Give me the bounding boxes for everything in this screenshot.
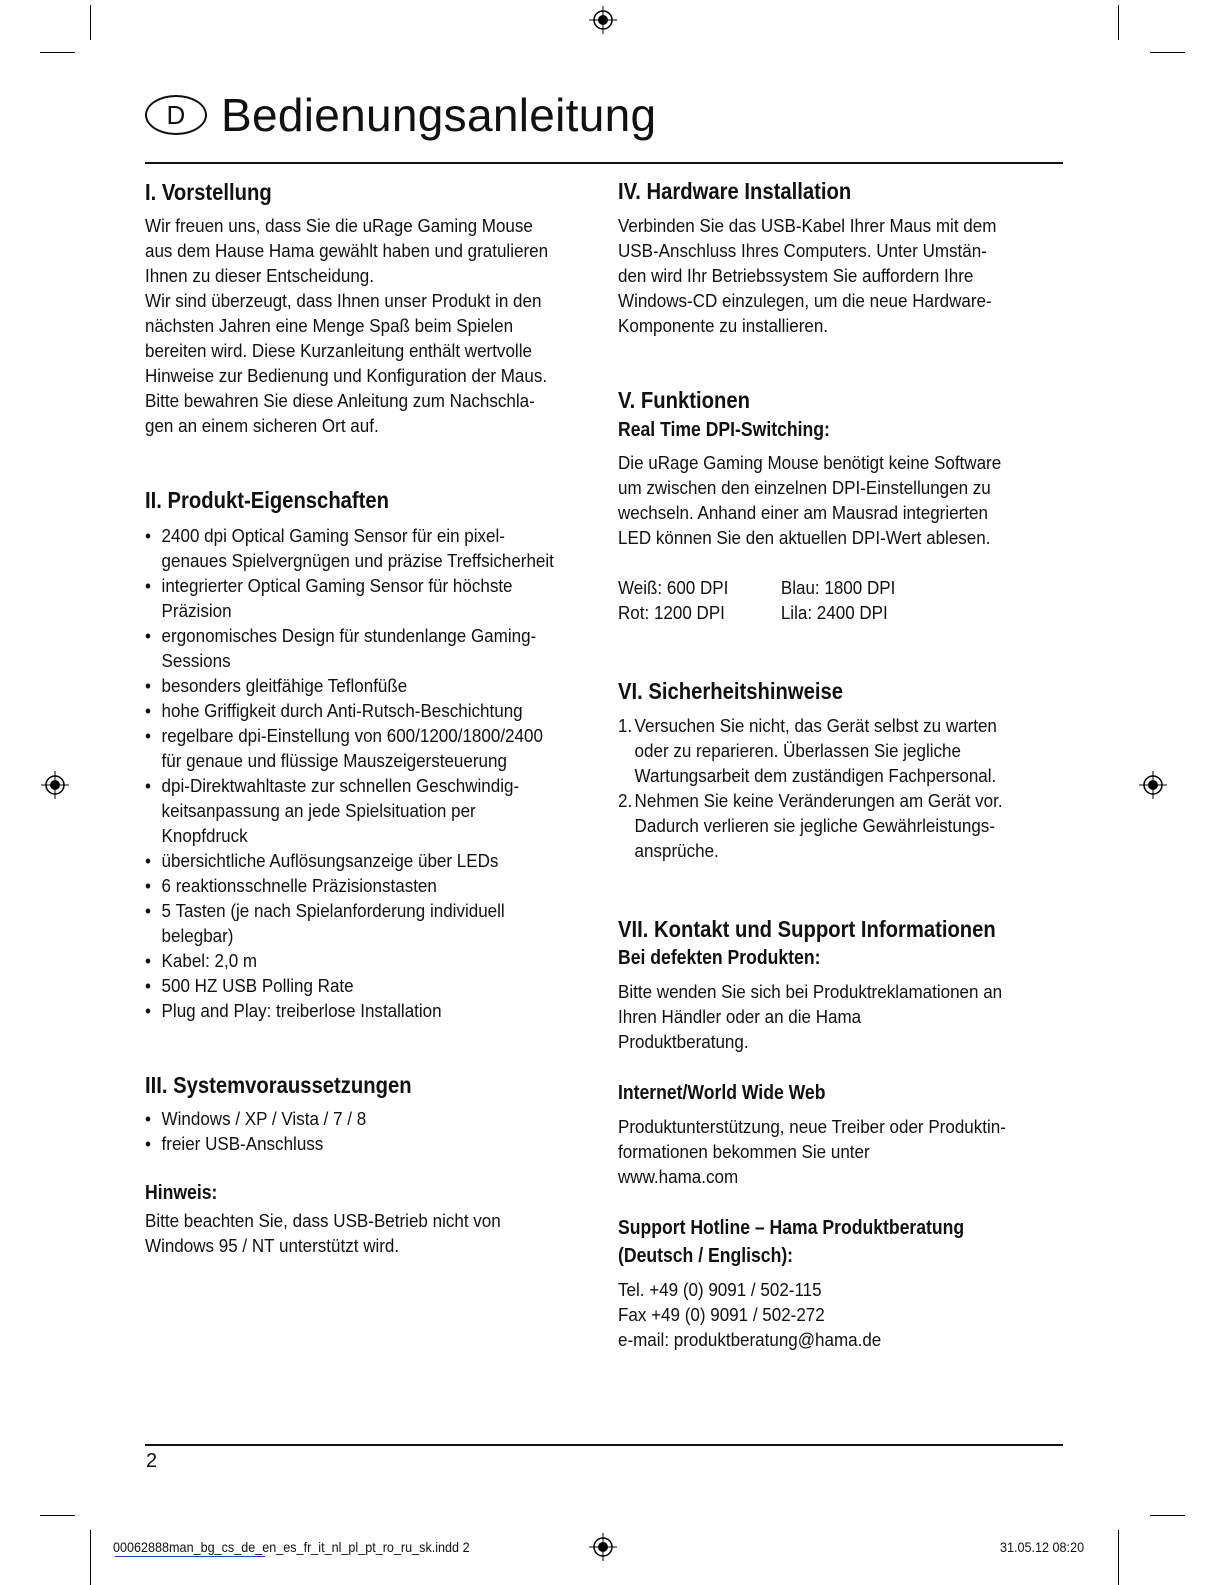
list-item: • Windows / XP / Vista / 7 / 8 bbox=[145, 1106, 568, 1131]
list-item: • ergonomisches Design für stundenlange Gaming- Sessions bbox=[145, 623, 568, 673]
crop-mark bbox=[90, 5, 91, 40]
registration-mark-icon bbox=[1139, 771, 1167, 799]
heading-kontakt: VII. Kontakt und Support Informationen bbox=[618, 916, 996, 942]
item-text: Versuchen Sie nicht, das Gerät selbst zu warten oder zu reparieren. Überlassen Sie jegliche Wartungsarbeit dem zuständigen Fachpersonal. bbox=[634, 715, 997, 786]
list-item: • 6 reaktionsschnelle Präzisionstasten bbox=[145, 873, 568, 898]
heading-funktionen: V. Funktionen bbox=[618, 387, 750, 413]
intro-text: Wir freuen uns, dass Sie die uRage Gaming Mouse aus dem Hause Hama gewählt haben und gratulieren Ihnen zu dieser Entscheidung. Wir sind überzeugt, dass Ihnen unser Produkt in den nächsten Jahren eine Menge Spaß beim Spielen bereiten wird. Diese Kurzanleitung enthält wertvolle Hinweise zur Bedienung und Konfiguration der Maus. Bitte bewahren Sie diese Anleitung zum Nachschla- gen an einem sicheren Ort auf. bbox=[145, 215, 549, 436]
list-item bbox=[618, 713, 1041, 788]
heading-systemvoraussetzungen: III. Systemvoraussetzungen bbox=[145, 1072, 412, 1098]
list-item bbox=[618, 788, 1041, 863]
crop-mark bbox=[1118, 5, 1119, 40]
list-item: • hohe Griffigkeit durch Anti-Rutsch-Beschichtung bbox=[145, 698, 568, 723]
top-rule bbox=[145, 162, 1063, 164]
dpi-purple: Lila: 2400 DPI bbox=[780, 602, 888, 623]
heading-hardware: IV. Hardware Installation bbox=[618, 178, 852, 204]
list-item: • 5 Tasten (je nach Spielanforderung individuell belegbar) bbox=[145, 898, 568, 948]
list-item: • Kabel: 2,0 m bbox=[145, 948, 568, 973]
subheading-hotline: Support Hotline – Hama Produktberatung (Deutsch / Englisch): bbox=[618, 1217, 965, 1267]
internet-text: Produktunterstützung, neue Treiber oder Produktin- formationen bekommen Sie unter www.hama.com bbox=[618, 1116, 1006, 1187]
page-number: 2 bbox=[146, 1450, 158, 1472]
title-text: Bedienungsanleitung bbox=[221, 89, 657, 141]
defekt-text: Bitte wenden Sie sich bei Produktreklamationen an Ihren Händler oder an die Hama Produktberatung. bbox=[618, 981, 1003, 1052]
list-item: • 2400 dpi Optical Gaming Sensor für ein pixel- genaues Spielvergnügen und präzise Treffsicherheit bbox=[145, 523, 568, 573]
hardware-text: Verbinden Sie das USB-Kabel Ihrer Maus mit dem USB-Anschluss Ihres Computers. Unter Umstän- den wird Ihr Betriebssystem Sie auffordern Ihre Windows-CD einzulegen, um die neue Hardware- Komponente zu installieren. bbox=[618, 215, 997, 336]
footer-date: 31.05.12 08:20 bbox=[1000, 1539, 1085, 1555]
dpi-blue: Blau: 1800 DPI bbox=[780, 577, 896, 598]
crop-mark bbox=[40, 1515, 75, 1516]
item-text: Nehmen Sie keine Veränderungen am Gerät vor. Dadurch verlieren sie jegliche Gewährleistungs- ansprüche. bbox=[634, 790, 1003, 861]
item-number: 1. bbox=[618, 715, 633, 736]
crop-mark bbox=[40, 52, 75, 53]
list-item: • integrierter Optical Gaming Sensor für höchste Präzision bbox=[145, 573, 568, 623]
hotline-text: Tel. +49 (0) 9091 / 502-115 Fax +49 (0) 9091 / 502-272 e-mail: produktberatung@hama.de bbox=[618, 1279, 882, 1350]
safety-list bbox=[618, 713, 1078, 863]
dpi-text: Die uRage Gaming Mouse benötigt keine Software um zwischen den einzelnen DPI-Einstellungen zu wechseln. Anhand einer am Mausrad integrierten LED können Sie den aktuellen DPI-Wert ablesen. bbox=[618, 452, 1002, 548]
list-item: • regelbare dpi-Einstellung von 600/1200/1800/2400 für genaue und flüssige Mauszeigersteuerung bbox=[145, 723, 568, 773]
subheading-defekt: Bei defekten Produkten: bbox=[618, 947, 821, 969]
list-item: • dpi-Direktwahltaste zur schnellen Geschwindig- keitsanpassung an jede Spielsituation per Knopfdruck bbox=[145, 773, 568, 848]
subheading-dpi: Real Time DPI-Switching: bbox=[618, 419, 830, 441]
crop-mark bbox=[1150, 52, 1185, 53]
dpi-table bbox=[618, 575, 965, 625]
list-item: • übersichtliche Auflösungsanzeige über LEDs bbox=[145, 848, 568, 873]
page-title bbox=[145, 88, 656, 142]
language-badge: D bbox=[145, 95, 207, 135]
bottom-rule bbox=[145, 1444, 1063, 1446]
heading-vorstellung: I. Vorstellung bbox=[145, 179, 272, 205]
filename-underline bbox=[115, 1556, 265, 1557]
crop-mark bbox=[90, 1530, 91, 1585]
item-number: 2. bbox=[618, 790, 633, 811]
list-item: • Plug and Play: treiberlose Installation bbox=[145, 998, 568, 1023]
heading-eigenschaften: II. Produkt-Eigenschaften bbox=[145, 487, 390, 513]
dpi-white: Weiß: 600 DPI bbox=[618, 577, 729, 598]
feature-list bbox=[145, 523, 605, 1023]
registration-mark-icon bbox=[589, 6, 617, 34]
dpi-red: Rot: 1200 DPI bbox=[618, 602, 725, 623]
note-heading: Hinweis: bbox=[145, 1182, 218, 1204]
registration-mark-icon bbox=[589, 1533, 617, 1561]
crop-mark bbox=[1118, 1530, 1119, 1585]
requirements-list bbox=[145, 1106, 605, 1156]
list-item: • freier USB-Anschluss bbox=[145, 1131, 568, 1156]
list-item: • besonders gleitfähige Teflonfüße bbox=[145, 673, 568, 698]
list-item: • 500 HZ USB Polling Rate bbox=[145, 973, 568, 998]
registration-mark-icon bbox=[41, 771, 69, 799]
footer-filename: 00062888man_bg_cs_de_en_es_fr_it_nl_pl_pt_ro_ru_sk.indd 2 bbox=[113, 1539, 470, 1555]
subheading-internet: Internet/World Wide Web bbox=[618, 1082, 826, 1104]
note-text: Bitte beachten Sie, dass USB-Betrieb nicht von Windows 95 / NT unterstützt wird. bbox=[145, 1210, 501, 1256]
crop-mark bbox=[1150, 1515, 1185, 1516]
heading-sicherheit: VI. Sicherheitshinweise bbox=[618, 678, 843, 704]
